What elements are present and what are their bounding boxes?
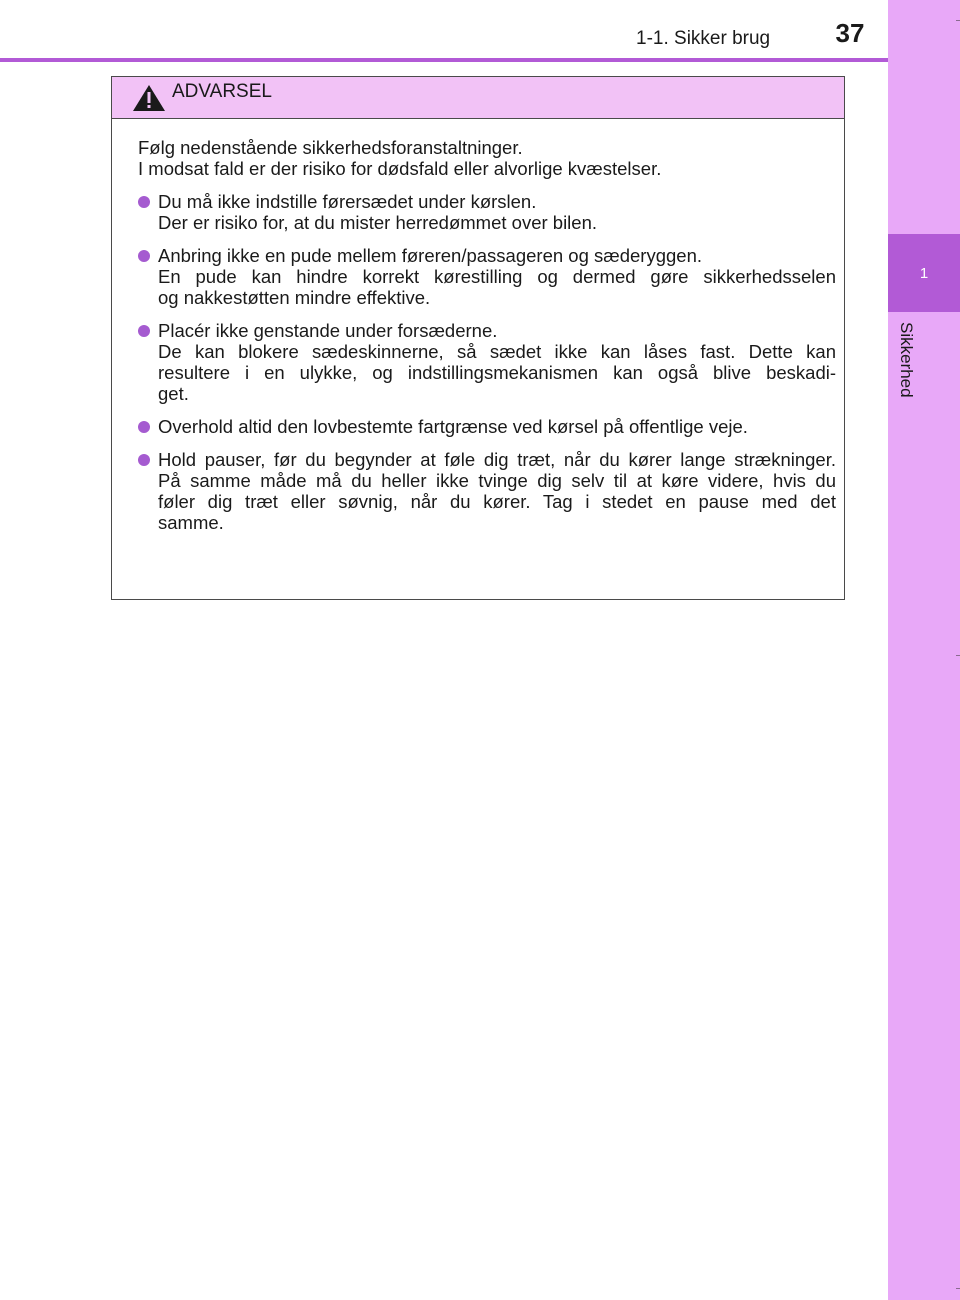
item-line: Hold pauser, før du begynder at føle dig træt, når du kører lange strækninger. [158, 449, 836, 470]
warning-item [138, 245, 836, 308]
warning-triangle-icon [132, 84, 166, 112]
item-line: En pude kan hindre korrekt kørestilling og dermed gøre sikkerhedsselen [158, 266, 836, 287]
item-line: Du må ikke indstille førersædet under kørslen. [158, 191, 537, 212]
bullet-icon [138, 196, 150, 208]
item-line: samme. [158, 512, 224, 533]
bullet-icon [138, 325, 150, 337]
margin-tick [956, 655, 960, 656]
margin-tick [956, 20, 960, 21]
intro-line: Følg nedenstående sikkerhedsforanstaltninger. [138, 137, 523, 158]
bullet-icon [138, 421, 150, 433]
chapter-side-band [888, 0, 960, 1300]
warning-intro [138, 137, 836, 179]
warning-box [111, 76, 845, 600]
item-line: De kan blokere sædeskinnerne, så sædet ikke kan låses fast. Dette kan [158, 341, 836, 362]
item-line: og nakkestøtten mindre effektive. [158, 287, 431, 308]
bullet-icon [138, 454, 150, 466]
chapter-number: 1 [919, 264, 929, 282]
item-line: get. [158, 383, 189, 404]
bullet-icon [138, 250, 150, 262]
chapter-number-tab [888, 234, 960, 312]
page-number: 37 [835, 18, 865, 48]
item-line: Placér ikke genstande under forsæderne. [158, 320, 498, 341]
item-line: Der er risiko for, at du mister herredømmet over bilen. [158, 212, 598, 233]
item-line: Overhold altid den lovbestemte fartgrænse ved kørsel på offentlige veje. [158, 416, 748, 437]
chapter-name: Sikkerhed [897, 322, 916, 398]
margin-tick [956, 1288, 960, 1289]
item-line: resultere i en ulykke, og indstillingsmekanismen kan også blive beskadi- [158, 362, 836, 383]
item-line: På samme måde må du heller ikke tvinge dig selv til at køre videre, hvis du [158, 470, 836, 491]
warning-header [112, 77, 844, 119]
header-rule [0, 58, 888, 62]
warning-item [138, 416, 836, 437]
item-line: føler dig træt eller søvnig, når du kører. Tag i stedet en pause med det [158, 491, 836, 512]
warning-item [138, 449, 836, 533]
item-line: Anbring ikke en pude mellem føreren/passageren og sæderyggen. [158, 245, 703, 266]
warning-title: ADVARSEL [172, 80, 272, 102]
warning-item [138, 191, 836, 233]
intro-line: I modsat fald er der risiko for dødsfald eller alvorlige kvæstelser. [138, 158, 662, 179]
warning-item [138, 320, 836, 404]
warning-body [112, 119, 844, 533]
section-label: 1-1. Sikker brug [636, 28, 771, 49]
